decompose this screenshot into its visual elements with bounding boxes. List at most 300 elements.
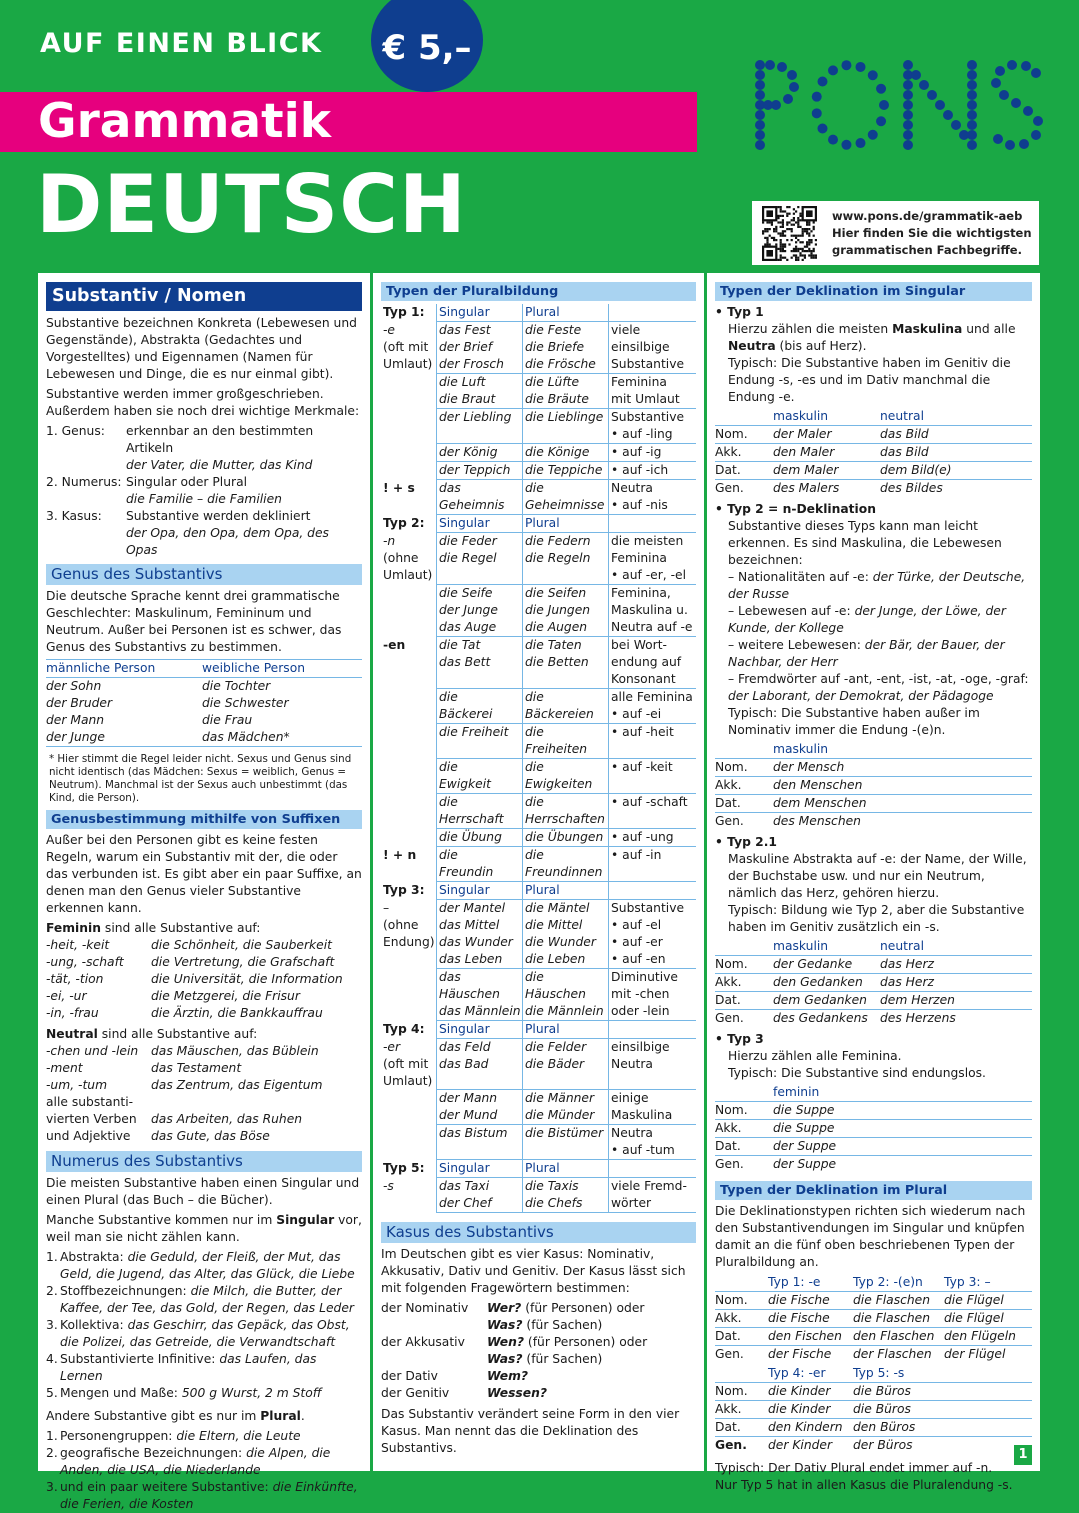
qr-module xyxy=(797,224,799,226)
logo-dot xyxy=(1021,61,1031,71)
logo-dot xyxy=(868,70,878,80)
qr-module xyxy=(773,230,775,232)
logo-dot xyxy=(1007,60,1017,70)
note-cell-line: Feminina xyxy=(611,375,667,389)
empty-cell xyxy=(944,1418,1032,1436)
plural-cell xyxy=(522,847,608,882)
plural-cell-line: die Augen xyxy=(525,620,588,634)
intro-text: Substantive bezeichnen Konkreta (Lebewesen und Gegenstände), Abstrakta (Gedachtes und Vorgestelltes) und Eigennamen (Namen für Lebewesen und Dinge, die es nur einmal gibt). xyxy=(46,316,357,381)
decl-grid xyxy=(715,1084,1032,1173)
case-label: Akk. xyxy=(715,1309,768,1327)
logo-dot xyxy=(1011,98,1021,108)
qr-module xyxy=(769,243,771,245)
qr-module xyxy=(782,235,784,237)
plural-cell-line: die xyxy=(525,760,544,774)
decl-form: die Suppe xyxy=(773,1119,1032,1137)
kasus-end-text: Das Substantiv verändert seine Form in den vier Kasus. Man nennt das die Deklination des Substantivs. xyxy=(381,1407,680,1455)
qr-module xyxy=(782,219,784,221)
genus-text: Die deutsche Sprache kennt drei grammatische Geschlechter: Maskulinum, Femininum und Neutrum. Außer bei Personen ist es schwer, das Genus des Substantivs zu bestimmen. xyxy=(46,589,342,654)
plural-cell-line: die Mäntel xyxy=(525,901,590,915)
kasus-text: Im Deutschen gibt es vier Kasus: Nominativ, Akkusativ, Dativ und Genitiv. Der Kasus lässt sich mit folgenden Fragewörtern bestimmen: xyxy=(381,1247,686,1295)
qr-module xyxy=(799,219,801,221)
singular-cell-line: der Frosch xyxy=(439,357,504,371)
plural-cell xyxy=(522,724,608,759)
logo-dot xyxy=(903,130,913,140)
logo-dot xyxy=(755,70,765,80)
type-label-cell xyxy=(381,444,436,462)
type-label: Typ 4: xyxy=(383,1022,425,1036)
qr-module xyxy=(806,250,808,252)
decl-corner xyxy=(715,741,773,758)
singular-cell-line: die Seife xyxy=(439,586,493,600)
note-cell xyxy=(608,969,696,1021)
neutral-suffix-table xyxy=(46,1043,362,1145)
typ2-examples: der Türke, der Deutsche, der Russe xyxy=(728,570,1026,601)
typ2-list-item xyxy=(728,603,1032,637)
qr-module xyxy=(793,208,795,210)
genus-row xyxy=(46,712,362,729)
list-content xyxy=(60,1385,362,1402)
qr-module xyxy=(797,235,799,237)
question-word: Wem? xyxy=(487,1369,529,1383)
intro-text-2: Substantive werden immer großgeschrieben. Außerdem haben sie noch drei wichtige Merkmale: xyxy=(46,387,360,418)
genus-head-male: männliche Person xyxy=(46,661,156,675)
plural-cell-line: die Freiheiten xyxy=(525,725,588,756)
qr-module xyxy=(771,221,773,223)
qr-module xyxy=(780,208,782,210)
singular-cell xyxy=(436,1125,522,1160)
qr-module xyxy=(806,228,808,230)
heading-decl-plural: Typen der Deklination im Plural xyxy=(715,1181,1032,1200)
qr-module xyxy=(786,206,788,208)
suffix-row xyxy=(46,937,362,954)
kasus-name xyxy=(381,1317,487,1334)
question-word: Was? xyxy=(487,1318,523,1332)
plural-cell xyxy=(522,322,608,374)
plural-type-head: Typ 3: – xyxy=(944,1275,991,1289)
qr-info-box[interactable] xyxy=(752,201,1039,265)
note-cell-line: • auf -en xyxy=(611,952,666,966)
suffix-example: die Ärztin, die Bankkauffrau xyxy=(151,1006,323,1020)
qr-module xyxy=(804,246,806,248)
case-label: Nom. xyxy=(715,955,773,973)
logo-dot xyxy=(967,80,977,90)
case-label: Akk. xyxy=(715,973,773,991)
qr-module xyxy=(808,241,810,243)
logo-dot xyxy=(868,130,878,140)
qr-module xyxy=(784,210,786,212)
logo-dot xyxy=(856,138,866,148)
qr-module xyxy=(784,257,786,259)
list-item xyxy=(46,1351,362,1385)
heading-substantiv: Substantiv / Nomen xyxy=(46,282,362,311)
qr-module xyxy=(806,224,808,226)
list-examples: das Geschirr, das Gepäck, das Obst, die Polizei, das Getreide, die Verwandtschaft xyxy=(60,1318,350,1349)
singular-cell-line: das Taxi xyxy=(439,1179,490,1193)
qr-module xyxy=(795,241,797,243)
qr-module xyxy=(777,221,779,223)
qr-module xyxy=(793,254,795,256)
qr-module xyxy=(777,206,779,208)
list-label: Mengen und Maße: xyxy=(60,1386,182,1400)
list-examples: die Eltern, die Leute xyxy=(176,1429,301,1443)
title-deutsch: DEUTSCH xyxy=(36,158,467,251)
qr-module xyxy=(791,250,793,252)
singular-cell xyxy=(436,759,522,794)
case-label: Akk. xyxy=(715,1400,768,1418)
suffix-row xyxy=(46,1077,362,1094)
singular-cell-line: das Bad xyxy=(439,1057,489,1071)
list-label: geografische Bezeichnungen: xyxy=(60,1446,247,1460)
qr-module xyxy=(782,248,784,250)
case-label: Gen. xyxy=(715,1155,773,1173)
type-label-cell xyxy=(381,1125,436,1160)
logo-dot xyxy=(841,140,851,150)
note-cell-line: • auf -ich xyxy=(611,463,669,477)
feature-number: 3. Kasus: xyxy=(46,509,102,523)
plural-cell-line: die Männer xyxy=(525,1091,595,1105)
type-label-cell xyxy=(381,1039,436,1090)
list-label: und ein paar weitere Substantive: xyxy=(60,1480,273,1494)
type-label: Typ 2: xyxy=(383,516,425,530)
decl-form: der Maler xyxy=(773,425,880,443)
singular-cell-line: die Luft xyxy=(439,375,486,389)
list-number: 3. xyxy=(46,1318,58,1332)
singular-cell xyxy=(436,794,522,829)
singular-cell xyxy=(436,1178,522,1213)
note-cell-line: Substantive xyxy=(611,357,685,371)
qr-module xyxy=(780,235,782,237)
qr-module xyxy=(780,257,782,259)
logo-dot xyxy=(841,60,851,70)
type-label-line: – xyxy=(383,901,390,915)
type-label-cell xyxy=(381,374,436,409)
type-label: Typ 5: xyxy=(383,1161,425,1175)
typ2-list-item xyxy=(728,637,1032,671)
logo-dot xyxy=(991,78,1001,88)
type-label-line: -er xyxy=(383,1040,401,1054)
type-label-line: Endung) xyxy=(383,935,435,949)
note-head xyxy=(608,882,696,900)
qr-module xyxy=(777,259,779,261)
logo-dot xyxy=(1033,116,1043,126)
note-cell xyxy=(608,585,696,637)
note-cell-line: Substantive xyxy=(611,410,685,424)
qr-module xyxy=(797,250,799,252)
note-cell-line: • auf -ei xyxy=(611,707,662,721)
qr-module xyxy=(780,239,782,241)
qr-module xyxy=(797,217,799,219)
logo-dot xyxy=(903,80,913,90)
logo-dot xyxy=(755,110,765,120)
qr-line-2: Hier finden Sie die wichtigsten xyxy=(832,226,1032,240)
list-number: 2. xyxy=(46,1284,58,1298)
plural-cell-line: Geheimnisse xyxy=(525,498,605,512)
singular-cell-line: die Freiheit xyxy=(439,725,509,739)
plural-cell xyxy=(522,1039,608,1090)
suffix: alle substanti- xyxy=(46,1095,134,1109)
singular-cell-line: der Liebling xyxy=(439,410,512,424)
singular-cell xyxy=(436,847,522,882)
qr-module xyxy=(780,221,782,223)
case-label: Gen. xyxy=(715,479,773,497)
logo-dot xyxy=(765,60,775,70)
logo-dot xyxy=(876,84,886,94)
qr-module xyxy=(771,224,773,226)
decl-form: den Gedanken xyxy=(773,973,880,991)
genus-row xyxy=(46,729,362,746)
qr-module xyxy=(810,230,812,232)
suffix-row xyxy=(46,1111,362,1128)
decl-form: der Suppe xyxy=(773,1155,1032,1173)
decl-form: des Menschen xyxy=(773,812,1032,830)
logo-dot xyxy=(903,100,913,110)
list-item xyxy=(46,1479,362,1513)
type-label: ! + n xyxy=(383,848,417,862)
type-label-line: (oft mit xyxy=(383,340,429,354)
qr-module xyxy=(766,237,768,239)
suffix-example: die Metzgerei, die Frisur xyxy=(151,989,300,1003)
type-label-cell xyxy=(381,585,436,637)
list-content xyxy=(60,1351,362,1385)
plural-cell-line: die Seifen xyxy=(525,586,587,600)
note-cell xyxy=(608,480,696,515)
decl-form: der Suppe xyxy=(773,1137,1032,1155)
singular-cell xyxy=(436,1090,522,1125)
plural-type-head: Typ 2: -(e)n xyxy=(853,1275,923,1289)
singular-cell-line: der Teppich xyxy=(439,463,511,477)
note-cell-line: • auf -tum xyxy=(611,1143,675,1157)
kasus-row xyxy=(381,1368,696,1385)
decl-form: das Bild xyxy=(880,425,1032,443)
qr-module xyxy=(784,243,786,245)
case-label: Nom. xyxy=(715,1291,768,1309)
plural-head: Plural xyxy=(522,1160,608,1178)
qr-module xyxy=(795,221,797,223)
list-examples: die Geduld, der Fleiß, der Mut, das Geld, die Jugend, das Alter, das Glück, die Liebe xyxy=(60,1250,355,1281)
note-cell-line: Neutra xyxy=(611,481,653,495)
qr-module xyxy=(766,241,768,243)
qr-module xyxy=(773,228,775,230)
typ2-category: – Lebewesen auf -e: xyxy=(728,604,855,618)
qr-module xyxy=(780,232,782,234)
qr-module xyxy=(780,250,782,252)
singular-cell xyxy=(436,1039,522,1090)
singular-cell-line: die xyxy=(439,690,458,704)
type-label: ! + s xyxy=(383,481,415,495)
qr-module xyxy=(797,226,799,228)
logo-dot xyxy=(783,94,793,104)
kasus-question xyxy=(487,1334,696,1351)
qr-module xyxy=(788,221,790,223)
kasus-name: der Akkusativ xyxy=(381,1335,465,1349)
qr-module xyxy=(802,235,804,237)
case-label: Akk. xyxy=(715,1119,773,1137)
qr-module xyxy=(795,257,797,259)
logo-dot xyxy=(1005,140,1015,150)
suffix-example: das Testament xyxy=(151,1061,242,1075)
singular-cell-line: Häuschen xyxy=(439,987,500,1001)
logo-dot xyxy=(919,80,929,90)
logo-dot xyxy=(903,110,913,120)
qr-module xyxy=(804,230,806,232)
suffix-example: die Universität, die Information xyxy=(151,972,343,986)
decl-form: dem Bild(e) xyxy=(880,461,1032,479)
logo-dot xyxy=(817,76,827,86)
feature-text: Singular oder Plural xyxy=(126,475,248,489)
logo-dot xyxy=(879,100,889,110)
suffix: -ment xyxy=(46,1061,83,1075)
qr-module xyxy=(780,254,782,256)
heading-plural-types: Typen der Pluralbildung xyxy=(381,282,696,301)
logo-dot xyxy=(1023,106,1033,116)
genus-male: der Junge xyxy=(46,730,105,744)
qr-module xyxy=(769,221,771,223)
logo-dot xyxy=(951,120,961,130)
genus-female: die Frau xyxy=(202,713,253,727)
suffix: und Adjektive xyxy=(46,1129,131,1143)
list-item xyxy=(46,1385,362,1402)
singular-only-text: Manche Substantive kommen nur im Singular vor, weil man sie nicht zählen kann. xyxy=(46,1213,362,1244)
qr-module xyxy=(802,228,804,230)
qr-module xyxy=(795,235,797,237)
qr-module xyxy=(784,235,786,237)
qr-module xyxy=(795,248,797,250)
singular-cell-line: die Tat xyxy=(439,638,481,652)
list-content xyxy=(60,1249,362,1283)
qr-module xyxy=(791,230,793,232)
qr-module xyxy=(813,226,815,228)
type-label-cell xyxy=(381,322,436,374)
plural-cell xyxy=(522,759,608,794)
qr-module xyxy=(775,239,777,241)
qr-module xyxy=(793,217,795,219)
plural-form: die Flügel xyxy=(944,1309,1032,1327)
decl-form: den Menschen xyxy=(773,776,1032,794)
list-item xyxy=(46,1428,362,1445)
singular-cell-line: der Junge xyxy=(439,603,498,617)
plural-cell xyxy=(522,444,608,462)
qr-module xyxy=(808,243,810,245)
list-examples: die Einkünfte, die Ferien, die Kosten xyxy=(60,1480,358,1511)
logo-dot xyxy=(1019,139,1029,149)
plural-cell-line: die Lieblinge xyxy=(525,410,604,424)
note-cell xyxy=(608,444,696,462)
plural-cell xyxy=(522,1090,608,1125)
plural-cell-line: die Regeln xyxy=(525,551,591,565)
list-content xyxy=(60,1428,362,1445)
qr-module xyxy=(771,237,773,239)
singular-head: Singular xyxy=(436,304,522,322)
plural-cell-line: die xyxy=(525,690,544,704)
singular-head: Singular xyxy=(436,1160,522,1178)
singular-cell-line: das Männlein xyxy=(439,1004,521,1018)
qr-module xyxy=(786,215,788,217)
suffix-example: die Vertretung, die Grafschaft xyxy=(151,955,335,969)
plural-form: den Fischen xyxy=(768,1327,853,1345)
suffix-example: das Zentrum, das Eigentum xyxy=(151,1078,323,1092)
plural-cell xyxy=(522,585,608,637)
qr-module xyxy=(780,243,782,245)
decl-form: des Malers xyxy=(773,479,880,497)
feature-desc xyxy=(126,423,362,474)
plural-only-list xyxy=(46,1428,362,1513)
qr-module xyxy=(769,228,771,230)
singular-head: Singular xyxy=(436,515,522,533)
plural-cell-line: die Feste xyxy=(525,323,582,337)
plural-cell-line: die Lüfte xyxy=(525,375,580,389)
decl-grid xyxy=(715,741,1032,830)
list-content xyxy=(60,1283,362,1317)
qr-module xyxy=(786,213,788,215)
qr-url[interactable]: www.pons.de/grammatik-aeb xyxy=(832,209,1023,223)
type-label-cell xyxy=(381,759,436,794)
plural-cell xyxy=(522,829,608,847)
note-cell xyxy=(608,533,696,585)
question-note: (für Sachen) xyxy=(522,1352,603,1366)
list-examples: das Laufen, das Lernen xyxy=(60,1352,317,1383)
qr-module xyxy=(806,243,808,245)
singular-cell-line: das xyxy=(439,970,461,984)
kasus-row xyxy=(381,1385,696,1402)
plural-cell xyxy=(522,462,608,480)
neutral-heading: Neutral sind alle Substantive auf: xyxy=(46,1027,258,1041)
qr-module xyxy=(784,230,786,232)
note-cell xyxy=(608,409,696,444)
feminin-suffix-table xyxy=(46,937,362,1022)
type-label: Typ 1: xyxy=(383,305,425,319)
typ2-category: – Fremdwörter auf -ant, -ent, -ist, -at, -oge, -graf: xyxy=(728,672,1029,686)
singular-cell-line: der Brief xyxy=(439,340,493,354)
plural-form: der Kinder xyxy=(768,1436,853,1454)
qr-module xyxy=(810,241,812,243)
logo-dot xyxy=(856,62,866,72)
kasus-question xyxy=(487,1300,696,1317)
suffix-row xyxy=(46,971,362,988)
page-number: 1 xyxy=(1014,1445,1032,1465)
feature-item xyxy=(46,423,362,474)
qr-module xyxy=(764,243,766,245)
note-cell-line: wörter xyxy=(611,1196,652,1210)
plural-type-head: Typ 1: -e xyxy=(768,1275,821,1289)
list-label: Abstrakta: xyxy=(60,1250,128,1264)
qr-module xyxy=(793,250,795,252)
note-cell-line: Diminutive xyxy=(611,970,678,984)
qr-module xyxy=(799,241,801,243)
qr-module xyxy=(802,232,804,234)
logo-dot xyxy=(967,120,977,130)
qr-module xyxy=(788,206,790,208)
qr-module xyxy=(782,232,784,234)
logo-dot xyxy=(755,130,765,140)
question-note: (für Personen) oder xyxy=(524,1335,648,1349)
empty-cell xyxy=(944,1382,1032,1400)
logo-dot xyxy=(967,110,977,120)
list-examples: die Milch, die Butter, der Kaffee, der Tee, das Gold, der Regen, das Leder xyxy=(60,1284,354,1315)
suffix-example: das Arbeiten, das Ruhen xyxy=(151,1112,303,1126)
case-label: Nom. xyxy=(715,1101,773,1119)
singular-cell-line: das Feld xyxy=(439,1040,491,1054)
qr-module xyxy=(780,215,782,217)
logo-dot xyxy=(777,62,787,72)
qr-module xyxy=(782,215,784,217)
title-grammatik: Grammatik xyxy=(38,94,331,149)
kasus-question-table xyxy=(381,1300,696,1402)
plural-cell-line: die Taten xyxy=(525,638,582,652)
decl-form: das Herz xyxy=(880,955,1032,973)
qr-module xyxy=(782,226,784,228)
kasus-name: der Genitiv xyxy=(381,1386,450,1400)
